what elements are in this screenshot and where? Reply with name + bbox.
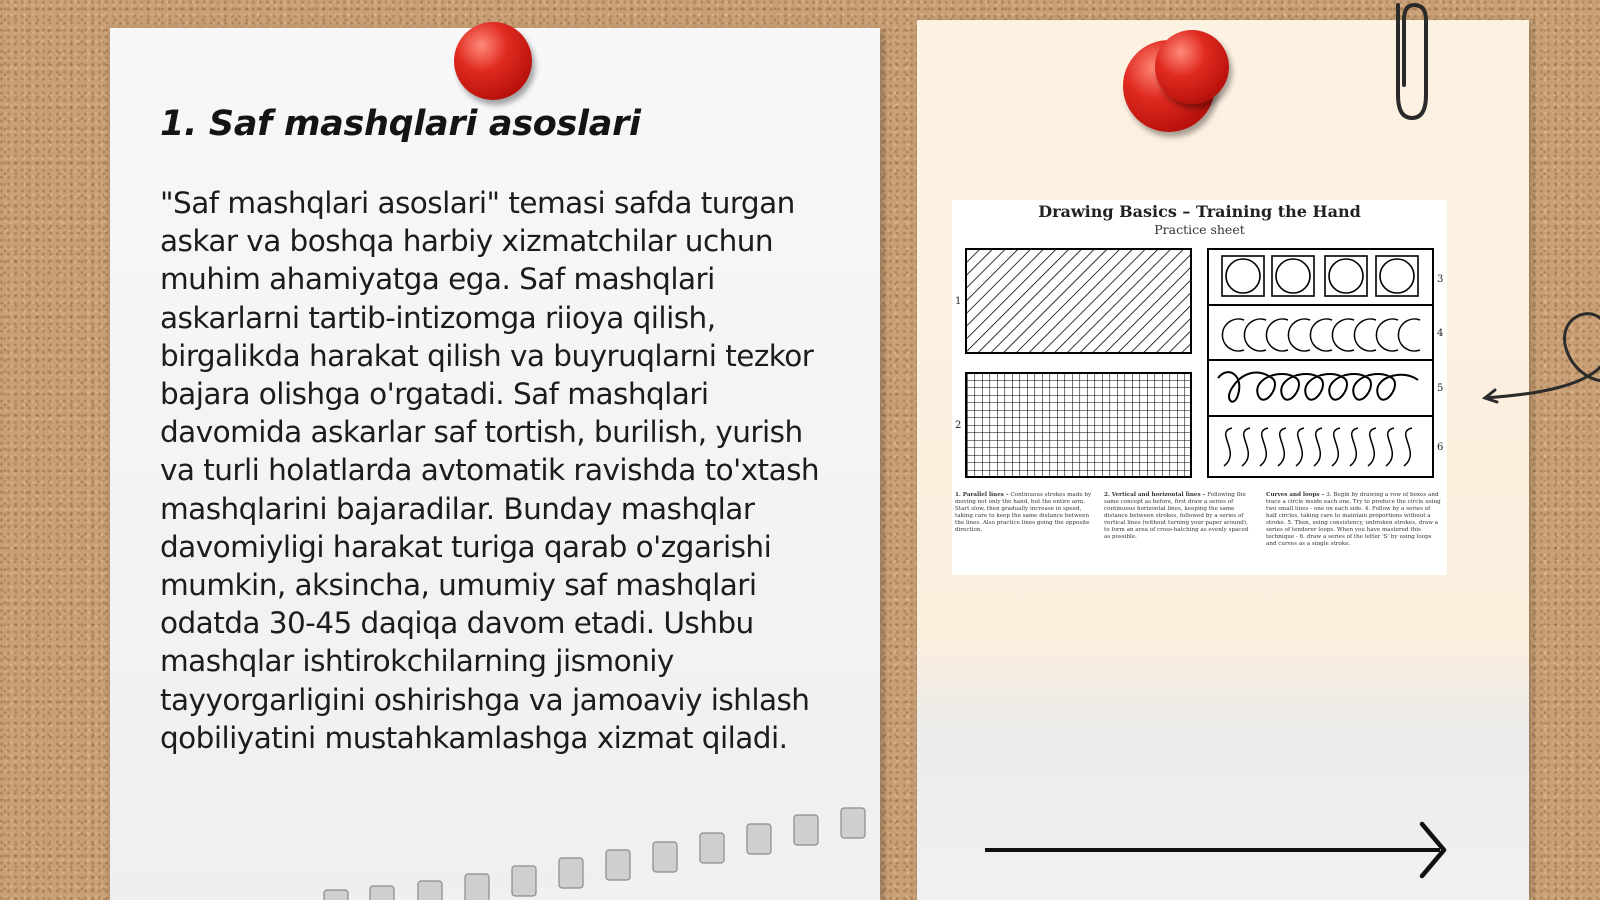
crosshatch-grid-panel — [966, 373, 1191, 477]
page-title: 1. Saf mashqlari asoslari — [160, 104, 641, 144]
worksheet-drawings — [952, 200, 1447, 500]
panel-number-2: 2 — [955, 420, 962, 431]
panel-number-6: 6 — [1437, 442, 1444, 453]
worksheet-subtitle: Practice sheet — [1154, 222, 1245, 237]
red-pushpin-icon — [1155, 30, 1229, 104]
caption-3 — [1266, 492, 1441, 548]
caption-1 — [955, 492, 1095, 534]
red-pushpin-icon — [454, 22, 532, 100]
arrow-right-icon — [1418, 820, 1458, 880]
caption-2-heading: 2. Vertical and horizontal lines – — [1104, 492, 1206, 498]
caption-3-heading: Curves and loops – — [1266, 492, 1325, 498]
panel-number-1: 1 — [955, 296, 962, 307]
left-note-paper — [110, 28, 880, 900]
caption-2 — [1104, 492, 1254, 541]
circles-in-boxes — [1222, 256, 1418, 296]
worksheet-title: Drawing Basics – Training the Hand — [1038, 202, 1361, 221]
caption-3-text: 3. Begin by drawing a row of boxes and trace a circle inside each one. Try to produce the circle using two small lines - one on each side. 4. Follow by a series of half circles, taking care to maintain proportions without a stroke. 5. Then, using consistency, unbroken strokes, draw a series of tenderer loops. When you have mastered this technique - 6. draw a series of the letter 'S' by using loops and curves as a single stroke. — [1266, 492, 1441, 547]
paperclip-icon — [1376, 0, 1436, 130]
parallel-lines-panel — [966, 249, 1191, 353]
panel-number-5: 5 — [1437, 383, 1444, 394]
panel-number-4: 4 — [1437, 328, 1444, 339]
s-curves — [1224, 428, 1412, 466]
spiral-binding-tabs — [110, 28, 880, 900]
half-circles — [1222, 319, 1420, 351]
arrow-shaft — [985, 848, 1440, 852]
practice-worksheet — [952, 200, 1447, 575]
caption-1-heading: 1. Parallel lines – — [955, 492, 1009, 498]
caption-1-text: Continuous strokes made by moving not only the hand, but the entire arm. Start slow, then gradually increase in speed, taking care to keep the same distance between the lines. Also practice lines going the opposite direction. — [955, 492, 1092, 533]
loops-line — [1218, 372, 1418, 402]
curves-loops-panels — [1208, 249, 1433, 477]
body-paragraph: "Saf mashqlari asoslari" temasi safda turgan askar va boshqa harbiy xizmatchilar uchun muhim ahamiyatga ega. Saf mashqlari askarlarni tartib-intizomga riioya qilish, birgalikda harakat qilish va buyruqlarni tezkor bajara olishga o'rgatadi. Saf mashqlari davomida askarlar saf tortish, burilish, yurish va turli holatlarda avtomatik ravishda to'xtash mashqlarini bajaradilar. Bunday mashqlar davomiyligi harakat turiga qarab o'zgarishi mumkin, aksincha, umumiy saf mashqlari odatda 30-45 daqiqa davom etadi. Ushbu mashqlar ishtirokchilarning jismoniy tayyorgarligini oshirishga va jamoaviy ishlash qobiliyatini mustahkamlashga xizmat qiladi. — [160, 186, 820, 755]
panel-number-3: 3 — [1437, 274, 1444, 285]
caption-2-text: Following the same concept as before, first draw a series of continuous horizontal lines, keeping the same distance between strokes, followed by a series of vertical lines (without turning your paper around), to form an area of cross-hatching as evenly spaced as possible. — [1104, 492, 1249, 540]
curl-arrow-icon — [1485, 310, 1600, 420]
